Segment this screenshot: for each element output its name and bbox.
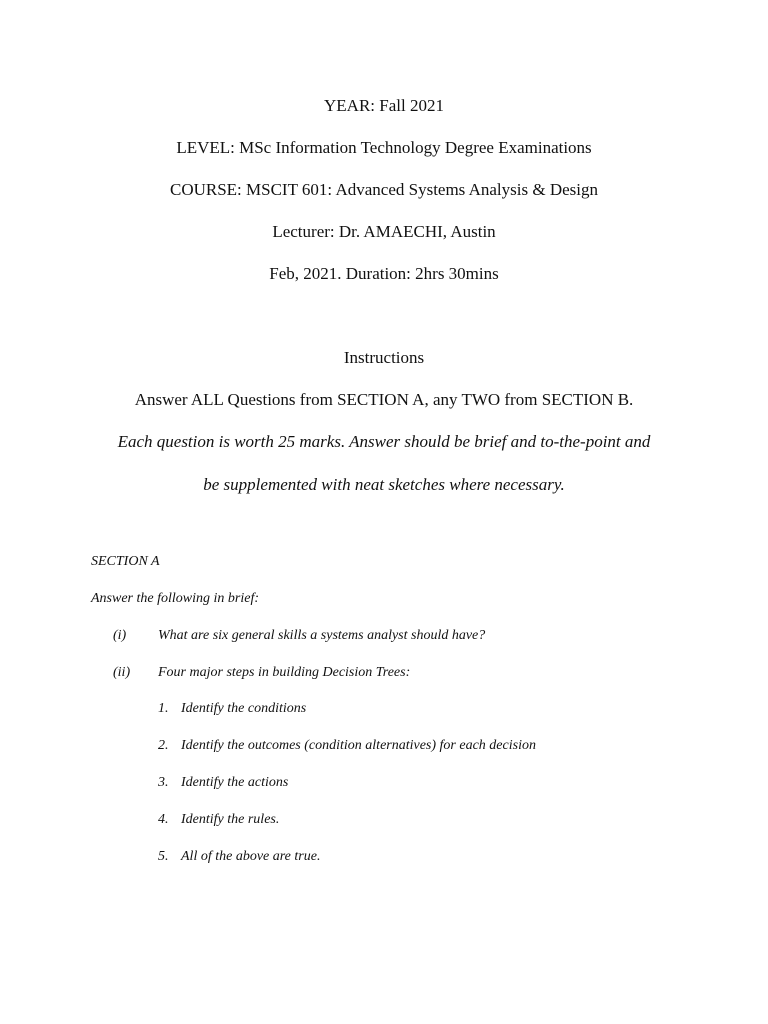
step-text: Identify the rules. (181, 812, 280, 827)
exam-level: LEVEL: MSc Information Technology Degree Examinations (176, 138, 592, 157)
question-text: What are six general skills a systems analyst should have? (158, 628, 486, 643)
exam-year: YEAR: Fall 2021 (324, 96, 444, 115)
step-text: Identify the actions (181, 775, 289, 790)
step-number: 3. (158, 775, 169, 790)
instructions-line-1: Answer ALL Questions from SECTION A, any TWO from SECTION B. (134, 390, 634, 409)
instructions-line-2: Each question is worth 25 marks. Answer should be brief and to-the-point and (117, 432, 651, 451)
section-a-prompt: Answer the following in brief: (91, 591, 259, 606)
exam-date-duration: Feb, 2021. Duration: 2hrs 30mins (269, 264, 499, 283)
section-a-title: SECTION A (91, 554, 160, 569)
step-number: 2. (158, 738, 169, 753)
question-label: (i) (113, 628, 127, 643)
exam-course: COURSE: MSCIT 601: Advanced Systems Analysis & Design (169, 180, 598, 199)
step-number: 1. (158, 701, 169, 716)
question-label: (ii) (113, 665, 131, 680)
step-number: 4. (158, 812, 169, 827)
instructions-line-3: be supplemented with neat sketches where necessary. (203, 475, 565, 494)
instructions-title: Instructions (343, 348, 425, 367)
step-text: Identify the outcomes (condition alternatives) for each decision (181, 738, 536, 753)
step-text: All of the above are true. (181, 849, 321, 864)
step-text: Identify the conditions (181, 701, 307, 716)
exam-lecturer: Lecturer: Dr. AMAECHI, Austin (272, 222, 496, 241)
step-number: 5. (158, 849, 169, 864)
question-text: Four major steps in building Decision Trees: (158, 665, 411, 680)
